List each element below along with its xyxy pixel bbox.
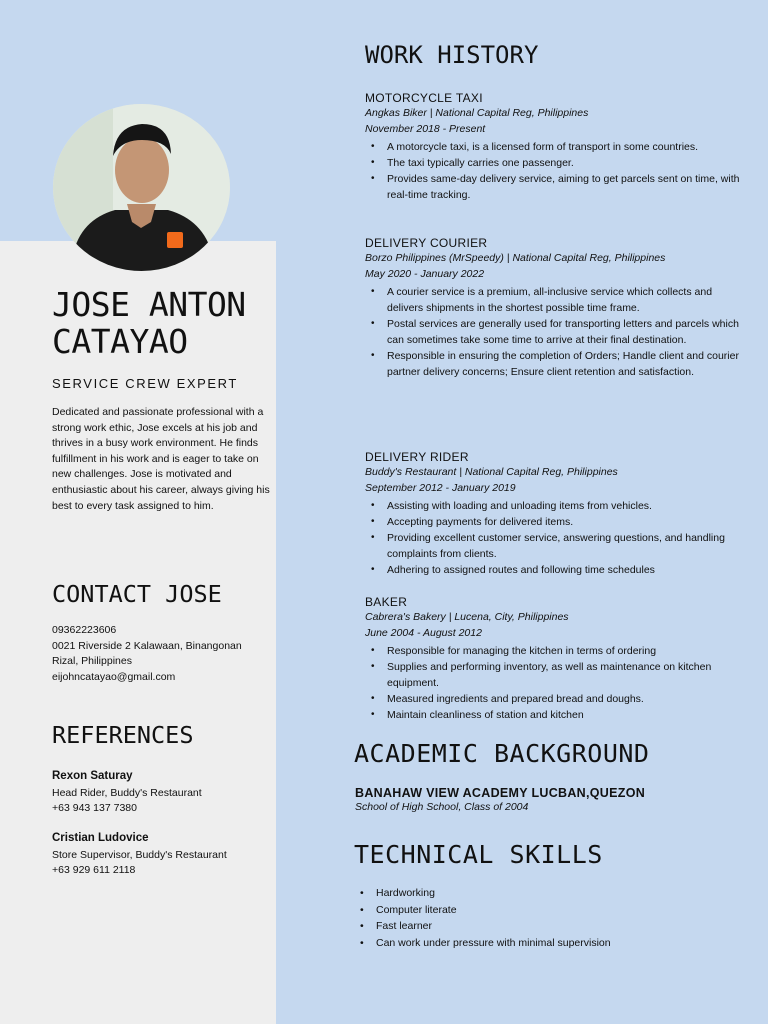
job-role: SERVICE CREW EXPERT: [52, 376, 238, 391]
name-line1: JOSE ANTON: [52, 285, 246, 324]
job-entry: [365, 91, 750, 203]
job-title: MOTORCYCLE TAXI: [365, 91, 483, 105]
job-duties: [365, 643, 750, 723]
job-duties: [365, 498, 750, 578]
duty-item: • Responsible in ensuring the completion of Orders; Handle client and courier partner delivery concerns; Ensure client retention and satisfaction.: [365, 348, 750, 380]
duty-item: • Responsible for managing the kitchen in terms of ordering: [365, 643, 750, 659]
reference-item: [52, 831, 272, 879]
contact-block: [52, 623, 276, 685]
job-title: DELIVERY COURIER: [365, 236, 488, 250]
duty-item: • A motorcycle taxi, is a licensed form of transport in some countries.: [365, 139, 750, 155]
job-dates: May 2020 - January 2022: [365, 267, 485, 280]
skill-item: • Can work under pressure with minimal supervision: [355, 935, 611, 952]
job-title: BAKER: [365, 595, 408, 609]
duty-item: • Accepting payments for delivered items.: [365, 514, 750, 530]
job-dates: June 2004 - August 2012: [365, 626, 482, 639]
work-history-heading: WORK HISTORY: [365, 41, 539, 69]
reference-phone: +63 929 611 2118: [52, 864, 136, 876]
job-dates: September 2012 - January 2019: [365, 481, 516, 494]
duty-item: • Maintain cleanliness of station and kitchen: [365, 707, 750, 723]
education-entry: [355, 786, 755, 816]
reference-title: Head Rider, Buddy's Restaurant: [52, 786, 202, 799]
academic-heading: ACADEMIC BACKGROUND: [354, 739, 650, 768]
job-company: Buddy's Restaurant | National Capital Reg, Philippines: [365, 466, 618, 478]
person-name: [52, 286, 274, 360]
reference-name: Rexon Saturay: [52, 770, 133, 782]
skill-item: • Fast learner: [355, 918, 611, 935]
references-heading: REFERENCES: [52, 721, 194, 749]
duty-item: • Postal services are generally used for transporting letters and parcels which can sometimes take some time to arrive at their final destination.: [365, 316, 750, 348]
school-detail: School of High School, Class of 2004: [355, 801, 529, 813]
duty-item: • Provides same-day delivery service, aiming to get parcels sent on time, with real-time tracking.: [365, 171, 750, 203]
reference-item: [52, 769, 272, 817]
job-duties: [365, 139, 750, 203]
profile-photo: [53, 104, 230, 271]
job-company: Borzo Philippines (MrSpeedy) | National Capital Reg, Philippines: [365, 252, 666, 264]
job-entry: [365, 450, 750, 578]
reference-name: Cristian Ludovice: [52, 832, 149, 844]
name-line2: CATAYAO: [52, 322, 188, 361]
duty-item: • A courier service is a premium, all-inclusive service which collects and delivers shipments in the shortest possible time frame.: [365, 284, 750, 316]
duty-item: • The taxi typically carries one passenger.: [365, 155, 750, 171]
contact-address-line2: Rizal, Philippines: [52, 655, 132, 667]
job-entry: [365, 236, 750, 380]
skill-item: • Hardworking: [355, 885, 611, 902]
school-name: BANAHAW VIEW ACADEMY LUCBAN,QUEZON: [355, 786, 646, 800]
contact-address-line1: 0021 Riverside 2 Kalawaan, Binangonan: [52, 639, 242, 652]
duty-item: • Assisting with loading and unloading items from vehicles.: [365, 498, 750, 514]
job-dates: November 2018 - Present: [365, 122, 486, 135]
duty-item: • Adhering to assigned routes and following time schedules: [365, 562, 750, 578]
duty-item: • Providing excellent customer service, answering questions, and handling complaints from clients.: [365, 530, 750, 562]
contact-email: eijohncatayao@gmail.com: [52, 670, 176, 683]
contact-phone: 09362223606: [52, 624, 117, 636]
skills-list: [355, 885, 611, 951]
job-company: Angkas Biker | National Capital Reg, Philippines: [365, 107, 589, 119]
job-company: Cabrera's Bakery | Lucena, City, Philippines: [365, 611, 569, 623]
reference-title: Store Supervisor, Buddy's Restaurant: [52, 848, 227, 861]
skills-heading: TECHNICAL SKILLS: [354, 840, 603, 869]
job-entry: [365, 595, 750, 723]
skill-item: • Computer literate: [355, 902, 611, 919]
duty-item: • Measured ingredients and prepared bread and doughs.: [365, 691, 750, 707]
person-photo-icon: [53, 104, 230, 271]
profile-summary: Dedicated and passionate professional with a strong work ethic, Jose excels at his job and thrives in a busy work environment. He finds fulfillment in his work and is eager to take on new challenges. Jose is motivated and enthusiastic about his career, always giving his best to every task assigned to him.: [52, 406, 270, 512]
contact-heading: CONTACT JOSE: [52, 580, 222, 608]
reference-phone: +63 943 137 7380: [52, 802, 137, 814]
duty-item: • Supplies and performing inventory, as well as maintenance on kitchen equipment.: [365, 659, 750, 691]
job-title: DELIVERY RIDER: [365, 450, 469, 464]
job-duties: [365, 284, 750, 380]
